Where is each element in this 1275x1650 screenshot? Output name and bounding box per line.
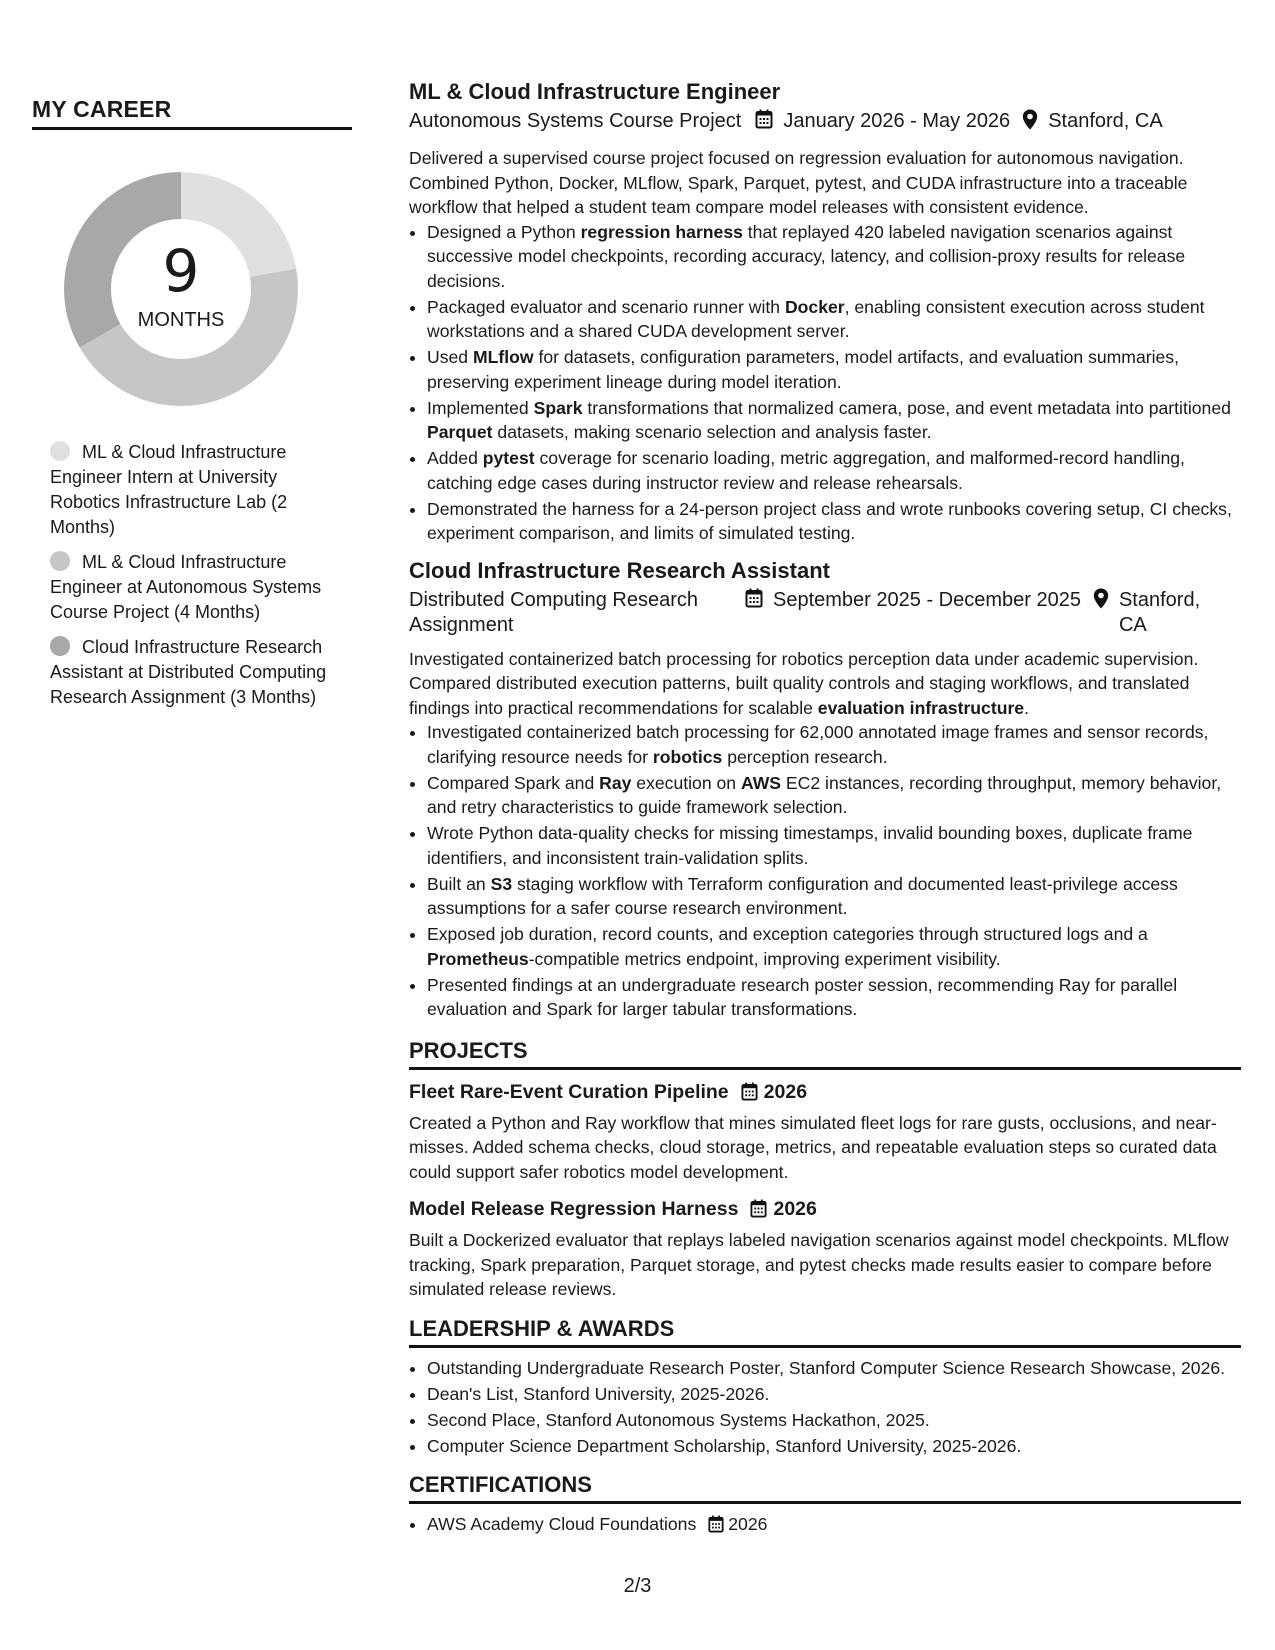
projects-section (409, 1038, 1241, 1302)
bullet-text: datasets, making scenario selection and analysis faster. (492, 422, 932, 442)
summary-text: . (1024, 697, 1029, 718)
certification-name: AWS Academy Cloud Foundations (427, 1514, 697, 1534)
legend-item (50, 440, 335, 540)
award-item: • Computer Science Department Scholarship, Stanford University, 2025-2026. (427, 1434, 1241, 1459)
certifications-list (409, 1512, 1241, 1540)
job-bullet (427, 295, 1241, 344)
bullet-text: , enabling consistent execution across student workstations and a shared CUDA development server. (427, 296, 1205, 341)
legend-dot (50, 636, 70, 656)
job-organization: Autonomous Systems Course Project (409, 110, 742, 132)
bullet-keyword: Prometheus (427, 948, 529, 969)
bullet-keyword: Ray (599, 772, 632, 793)
job-meta (409, 109, 1241, 137)
bullet-text: coverage for scenario loading, metric aggregation, and malformed-record handling, catching edge cases during instructor review and release rehearsals. (427, 448, 1185, 493)
project-year: 2026 (763, 1080, 808, 1103)
job-bullet (427, 220, 1241, 294)
job-dates: January 2026 - May 2026 (783, 110, 1011, 132)
award-item: • Outstanding Undergraduate Research Poster, Stanford Computer Science Research Showcase, 2026. (427, 1356, 1241, 1381)
certifications-heading: CERTIFICATIONS (409, 1472, 1241, 1504)
calendar-icon (755, 109, 773, 136)
bullet-text: execution on (631, 772, 741, 793)
project-title: Fleet Rare-Event Curation Pipeline (409, 1080, 729, 1103)
career-donut-chart (56, 164, 306, 414)
bullet-text: Investigated containerized batch processing for 62,000 annotated image frames and sensor records, clarifying resource needs for (427, 722, 1209, 767)
donut-total-number: 9 (162, 237, 200, 305)
career-heading: MY CAREER (32, 96, 352, 130)
certification-year: 2026 (728, 1514, 768, 1534)
bullet-text: -compatible metrics endpoint, improving experiment visibility. (528, 948, 1001, 969)
job-bullet: • Presented findings at an undergraduate research poster session, recommending Ray for parallel evaluation and Spark for larger tabular transformations. (427, 973, 1241, 1022)
leadership-list (409, 1356, 1241, 1459)
calendar-icon (745, 588, 763, 615)
job-meta (409, 588, 1241, 638)
bullet-text: Compared Spark and (427, 772, 600, 793)
job-bullets (409, 220, 1241, 546)
job-bullet (427, 872, 1241, 921)
bullet-keyword: Parquet (427, 422, 493, 442)
job-bullet (427, 396, 1241, 445)
summary-keyword: evaluation infrastructure (817, 697, 1025, 718)
job-organization: Distributed Computing Research Assignment (409, 588, 699, 636)
legend-label: ML & Cloud Infrastructure Engineer at Autonomous Systems Course Project (4 Months) (50, 552, 322, 622)
bullet-text: EC2 instances, recording throughput, memory behavior, and retry characteristics to guide framework selection. (427, 772, 1222, 817)
leadership-section (409, 1316, 1241, 1459)
job-title: Cloud Infrastructure Research Assistant (409, 557, 830, 583)
job-bullet (427, 720, 1241, 769)
bullet-keyword: robotics (652, 746, 723, 767)
calendar-icon (708, 1515, 724, 1540)
job-bullet: • Wrote Python data-quality checks for missing timestamps, invalid bounding boxes, duplicate frame identifiers, and inconsistent train-validation splits. (427, 821, 1241, 870)
bullet-text: Designed a Python (427, 221, 581, 242)
bullet-text: transformations that normalized camera, pose, and event metadata into partitioned (582, 397, 1231, 418)
project-entry (409, 1079, 1241, 1185)
bullet-text: perception research. (722, 746, 888, 767)
certifications-section (409, 1472, 1241, 1540)
bullet-text: Packaged evaluator and scenario runner with (427, 296, 785, 317)
legend-label: ML & Cloud Infrastructure Engineer Intern at University Robotics Infrastructure Lab (2 Months) (50, 442, 288, 537)
job-bullet (427, 771, 1241, 820)
bullet-keyword: Docker (784, 296, 845, 317)
bullet-text: for datasets, configuration parameters, model artifacts, and evaluation summaries, preserving experiment lineage during model iteration. (427, 347, 1179, 392)
calendar-icon (741, 1082, 758, 1108)
legend-label: Cloud Infrastructure Research Assistant at Distributed Computing Research Assignment (3 Months) (50, 637, 327, 707)
location-pin-icon (1022, 109, 1038, 137)
location-pin-icon (1093, 588, 1109, 616)
bullet-text: Implemented (427, 397, 534, 418)
award-item: • Dean's List, Stanford University, 2025-2026. (427, 1382, 1241, 1407)
bullet-text: staging workflow with Terraform configuration and documented least-privilege access assumptions for a safer course research environment. (427, 873, 1178, 918)
career-sidebar (32, 96, 352, 720)
leadership-heading: LEADERSHIP & AWARDS (409, 1316, 1241, 1348)
job-bullet (427, 922, 1241, 971)
bullet-keyword: pytest (482, 448, 535, 468)
bullet-text: Used (427, 347, 473, 367)
job-dates: September 2025 - December 2025 (773, 588, 1081, 611)
summary-text: Investigated containerized batch processing for robotics perception data under academic supervision. Compared distributed execution patterns, built quality controls and staging workflows, and translated findings into practical recommendations for scalable (409, 648, 1199, 718)
legend-dot (50, 441, 70, 461)
certification-item (427, 1512, 1241, 1540)
project-title-line (409, 1196, 1241, 1225)
bullet-text: that replayed 420 labeled navigation scenarios against successive model checkpoints, recording accuracy, latency, and collision-proxy results for release decisions. (427, 221, 1186, 291)
legend-item (50, 635, 335, 710)
job-location: Stanford, CA (1048, 110, 1163, 132)
job-title: ML & Cloud Infrastructure Engineer (409, 79, 781, 104)
job-location: Stanford, CA (1118, 588, 1201, 636)
project-title-line (409, 1079, 1241, 1108)
bullet-text: Built an (427, 873, 491, 894)
job-summary (409, 647, 1241, 721)
donut-total-unit: MONTHS (137, 309, 225, 331)
bullet-keyword: MLflow (472, 347, 534, 367)
project-description: Built a Dockerized evaluator that replays labeled navigation scenarios against model checkpoints. MLflow tracking, Spark preparation, Parquet storage, and pytest checks made results easier to compare before simulated release reviews. (409, 1230, 1229, 1299)
job-bullets (409, 720, 1241, 1022)
project-title: Model Release Regression Harness (409, 1198, 739, 1220)
job-bullet (427, 446, 1241, 495)
calendar-icon (750, 1199, 767, 1225)
award-item: • Second Place, Stanford Autonomous Systems Hackathon, 2025. (427, 1408, 1241, 1433)
projects-heading: PROJECTS (409, 1038, 1241, 1070)
project-year: 2026 (773, 1198, 817, 1220)
page-number: 2/3 (623, 1575, 652, 1597)
project-description: Created a Python and Ray workflow that mines simulated fleet logs for rare gusts, occlusions, and near-misses. Added schema checks, cloud storage, metrics, and repeatable evaluation steps so curated data could support safer robotics model development. (409, 1112, 1217, 1182)
bullet-keyword: S3 (490, 873, 513, 894)
job-bullet (427, 345, 1241, 394)
career-legend (32, 440, 352, 710)
main-content (409, 78, 1241, 1541)
bullet-keyword: AWS (740, 772, 782, 793)
legend-dot (50, 551, 70, 571)
bullet-keyword: Spark (533, 397, 583, 418)
bullet-text: Exposed job duration, record counts, and exception categories through structured logs and a (427, 924, 1148, 944)
experience-entry (409, 557, 1241, 1022)
project-entry (409, 1196, 1241, 1302)
bullet-text: Added (427, 448, 483, 468)
job-summary: Delivered a supervised course project focused on regression evaluation for autonomous navigation. Combined Python, Docker, MLflow, Spark, Parquet, pytest, and CUDA infrastructure into a traceable workflow that helped a student team compare model releases with consistent evidence. (409, 148, 1188, 217)
legend-item (50, 550, 335, 625)
bullet-keyword: regression harness (580, 221, 743, 242)
job-bullet: • Demonstrated the harness for a 24-person project class and wrote runbooks covering setup, CI checks, experiment comparison, and limits of simulated testing. (427, 497, 1241, 546)
experience-entry (409, 78, 1241, 546)
